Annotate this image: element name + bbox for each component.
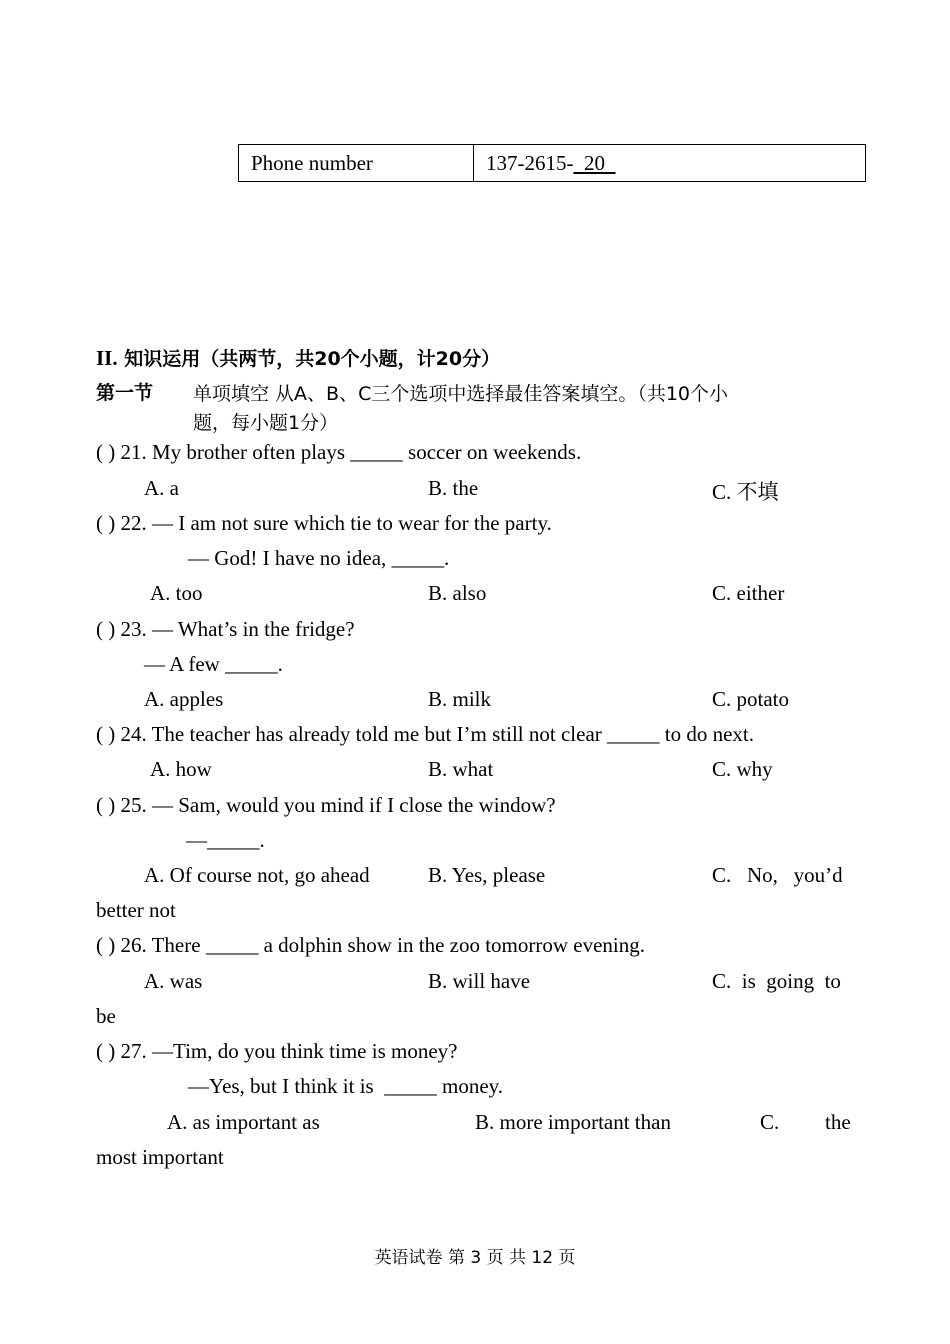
question-23-option-b: B. milk: [428, 687, 492, 711]
section-title: II. 知识运用（共两节，共20个小题，计20分）: [96, 346, 501, 370]
question-22-option-b: B. also: [428, 581, 487, 605]
question-26-option-a: A. was: [144, 969, 203, 993]
question-26-option-c-continued: be: [96, 1004, 116, 1028]
question-27-option-b: B. more important than: [475, 1110, 671, 1134]
question-25-reply: —_____.: [186, 828, 265, 852]
phone-number-table-row: [238, 144, 866, 182]
question-24-stem: ( ) 24. The teacher has already told me but I’m still not clear _____ to do next.: [96, 722, 755, 746]
question-25-stem: ( ) 25. — Sam, would you mind if I close the window?: [96, 793, 556, 817]
question-24-option-c: C. why: [712, 757, 773, 781]
phone-number-value-cell: [474, 145, 865, 181]
question-25-option-c: C. No, you’d: [712, 863, 843, 887]
phone-number-label: Phone number: [251, 150, 373, 175]
question-22-reply: — God! I have no idea, _____.: [188, 546, 450, 570]
phone-number-prefix: 137-2615-: [486, 150, 574, 175]
question-26-option-b: B. will have: [428, 969, 531, 993]
question-27-option-c-word: the: [825, 1110, 851, 1134]
question-25-option-a: A. Of course not, go ahead: [144, 863, 370, 887]
question-27-option-a: A. as important as: [167, 1110, 320, 1134]
question-24-option-b: B. what: [428, 757, 494, 781]
question-27-option-c-label: C.: [760, 1110, 780, 1134]
part-label: 第一节: [96, 382, 154, 404]
question-21-option-c: C. 不填: [712, 480, 779, 504]
question-23-stem: ( ) 23. — What’s in the fridge?: [96, 617, 355, 641]
instruction-line-1: 单项填空 从A、B、C三个选项中选择最佳答案填空。（共10个小: [193, 383, 729, 405]
question-23-option-a: A. apples: [144, 687, 224, 711]
question-26-option-c: C. is going to: [712, 969, 841, 993]
question-22-stem: ( ) 22. — I am not sure which tie to wear for the party.: [96, 511, 552, 535]
question-25-option-b: B. Yes, please: [428, 863, 546, 887]
instruction-line-2: 题，每小题1分）: [193, 412, 339, 434]
question-26-stem: ( ) 26. There _____ a dolphin show in the zoo tomorrow evening.: [96, 933, 646, 957]
question-22-option-c: C. either: [712, 581, 785, 605]
question-27-reply: —Yes, but I think it is _____ money.: [188, 1074, 504, 1098]
question-27-stem: ( ) 27. —Tim, do you think time is money?: [96, 1039, 458, 1063]
question-21-stem: ( ) 21. My brother often plays _____ soccer on weekends.: [96, 440, 582, 464]
question-27-option-c-continued: most important: [96, 1145, 224, 1169]
question-23-option-c: C. potato: [712, 687, 789, 711]
phone-number-label-cell: [239, 145, 474, 181]
question-23-reply: — A few _____.: [144, 652, 283, 676]
question-22-option-a: A. too: [150, 581, 203, 605]
question-21-option-b: B. the: [428, 476, 479, 500]
question-24-option-a: A. how: [150, 757, 212, 781]
question-25-option-c-continued: better not: [96, 898, 176, 922]
page-footer: 英语试卷 第 3 页 共 12 页: [374, 1248, 576, 1268]
question-21-option-a: A. a: [144, 476, 179, 500]
phone-number-answer: 20: [584, 150, 605, 175]
